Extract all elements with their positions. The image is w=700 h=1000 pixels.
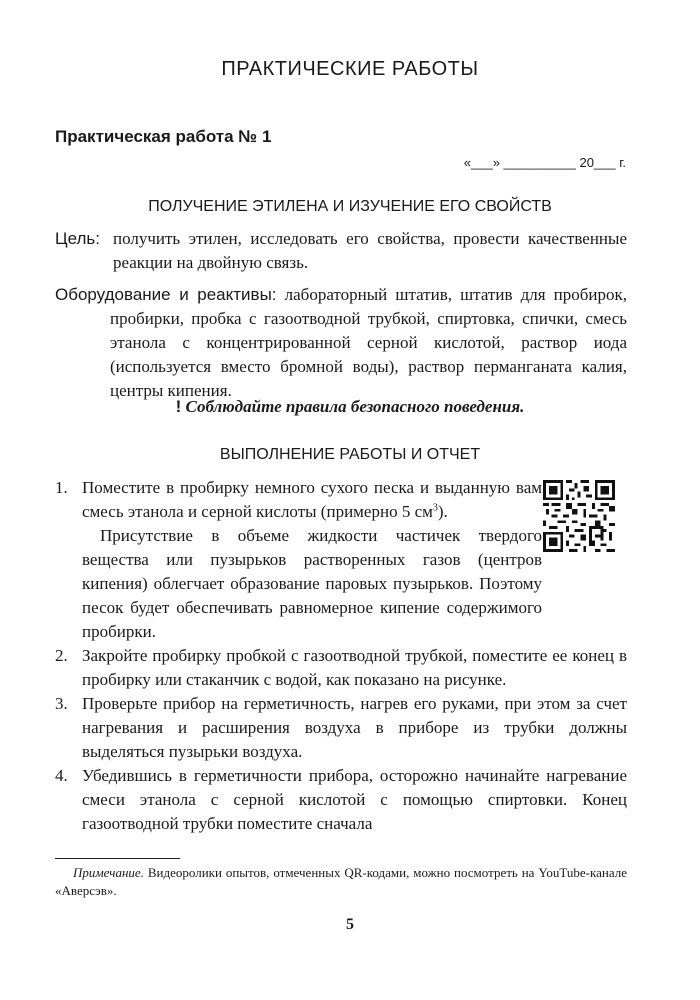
goal-label: Цель: <box>55 229 100 248</box>
step-text: Закройте пробирку пробкой с газоотводной трубкой, поместите ее конец в пробирку или стаканчик с водой, как показано на рисунке. <box>82 646 627 689</box>
step-explanation: Присутствие в объеме жидкости частичек твердого вещества или пузырьков растворенных газов (центров кипения) облегчает образование паровых пузырьков. Поэтому песок будет обеспечивать равномерное кипение содержимого пробирки. <box>82 526 542 641</box>
step-text: Поместите в пробирку немного сухого песка и выданную вам смесь этанола и серной кислоты (примерно 5 $см^3$). <box>82 478 542 521</box>
list-item <box>55 476 627 644</box>
footnote-text: Видеоролики опытов, отмеченных QR-кодами, можно посмотреть на YouTube-канале «Аверсэв». <box>55 865 628 898</box>
step-text: Проверьте прибор на герметичность, нагрев его руками, при этом за счет нагревания и расширения воздуха в приборе из трубки должны выделяться пузырьки воздуха. <box>82 694 627 761</box>
warning-mark: ! <box>175 397 182 416</box>
steps-list <box>55 476 627 836</box>
warning-text: Соблюдайте правила безопасного поведения. <box>185 397 525 416</box>
step-number: 2. <box>55 646 68 665</box>
equipment-text: лабораторный штатив, штатив для пробирок, пробирки, пробка с газоотводной трубкой, спиртовка, спички, смесь этанола с концентрированной серной кислотой, раствор иода (используется вместо бромной воды), раствор перманганата калия, центры кипения. <box>110 285 628 400</box>
goal-block <box>55 227 627 275</box>
list-item <box>55 644 627 692</box>
page-number: 5 <box>346 916 354 933</box>
section-title: ПРАКТИЧЕСКИЕ РАБОТЫ <box>221 58 479 80</box>
date-line: «___» __________ 20___ г. <box>463 155 626 170</box>
footnote-divider <box>55 858 180 859</box>
safety-warning <box>0 397 700 417</box>
equipment-block <box>55 283 627 403</box>
footnote <box>55 864 627 900</box>
procedure-title: ВЫПОЛНЕНИЕ РАБОТЫ И ОТЧЕТ <box>219 446 481 463</box>
goal-text: получить этилен, исследовать его свойства, провести качественные реакции на двойную связь. <box>113 229 627 272</box>
step-number: 3. <box>55 694 68 713</box>
step-text: Убедившись в герметичности прибора, осторожно начинайте нагревание смеси этанола с серной кислотой с помощью спиртовки. Конец газоотводной трубки поместите сначала <box>82 766 627 833</box>
footnote-label: Примечание. <box>73 865 144 880</box>
step-number: 4. <box>55 766 68 785</box>
equipment-label: Оборудование и реактивы: <box>55 285 277 304</box>
work-title: Практическая работа № 1 <box>55 127 272 146</box>
step-number: 1. <box>55 478 68 497</box>
list-item <box>55 764 627 836</box>
topic-title: ПОЛУЧЕНИЕ ЭТИЛЕНА И ИЗУЧЕНИЕ ЕГО СВОЙСТВ <box>148 198 552 215</box>
list-item <box>55 692 627 764</box>
